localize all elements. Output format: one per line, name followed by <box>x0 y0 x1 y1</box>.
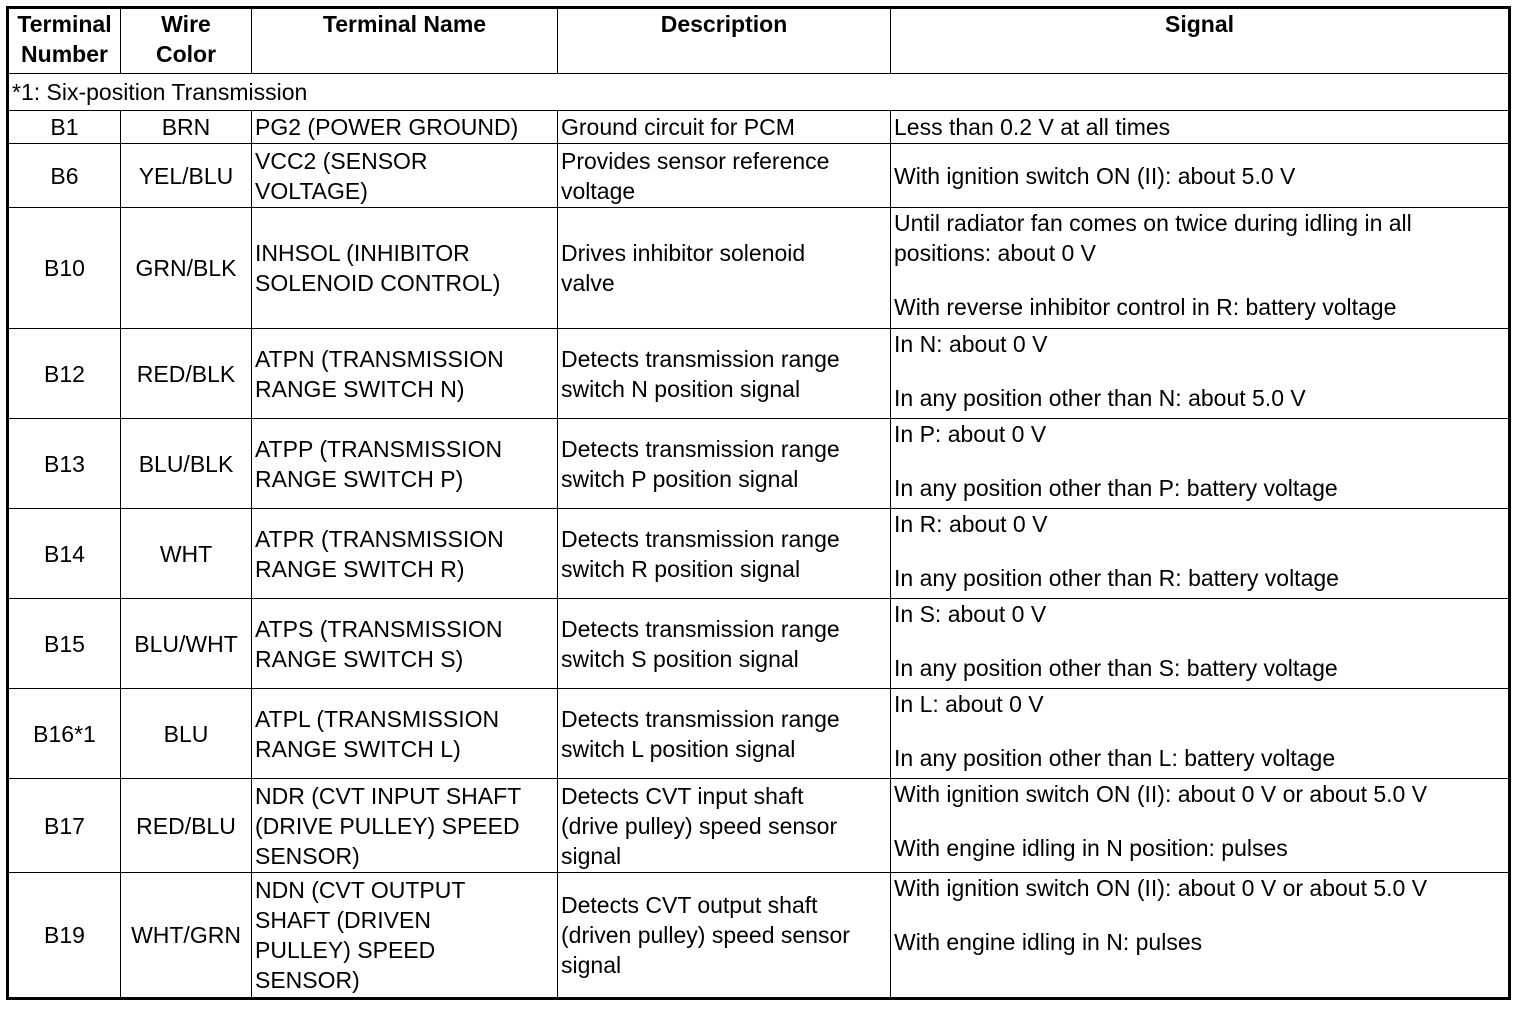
text-line: In N: about 0 V <box>894 331 1048 357</box>
description-cell <box>558 144 891 208</box>
text-line: Detects transmission range <box>561 435 840 462</box>
description-cell <box>558 208 891 329</box>
wire-color-cell: RED/BLU <box>121 779 252 873</box>
signal-cell <box>891 111 1510 144</box>
description-cell <box>558 689 891 779</box>
text-line: VCC2 (SENSOR <box>255 147 428 174</box>
text-line: NDR (CVT INPUT SHAFT <box>255 782 522 809</box>
table-row <box>8 873 1510 999</box>
text-line: Less than 0.2 V at all times <box>894 114 1171 140</box>
text-line: Detects transmission range <box>561 345 840 372</box>
header-terminal-name: Terminal Name <box>252 8 558 74</box>
table-row <box>8 144 1510 208</box>
signal-cell <box>891 779 1510 873</box>
header-wire-color: Wire Color <box>121 8 252 74</box>
signal-cell <box>891 144 1510 208</box>
signal-cell <box>891 329 1510 419</box>
text-line: With reverse inhibitor control in R: battery voltage <box>894 294 1397 320</box>
text-line: In any position other than L: battery voltage <box>894 745 1336 771</box>
wire-color-cell: BLU/BLK <box>121 419 252 509</box>
text-line: RANGE SWITCH L) <box>255 735 461 762</box>
text-line: switch N position signal <box>561 375 801 402</box>
text-line: SENSOR) <box>255 967 360 993</box>
table-row <box>8 599 1510 689</box>
header-signal: Signal <box>891 8 1510 74</box>
terminal-number-cell: B10 <box>8 208 121 329</box>
header-terminal-number: Terminal Number <box>8 8 121 74</box>
text-line: Detects transmission range <box>561 705 840 732</box>
paragraph-gap <box>894 629 1505 653</box>
terminal-number-cell: B6 <box>8 144 121 208</box>
terminal-name-cell <box>252 873 558 999</box>
text-line: In R: about 0 V <box>894 511 1048 537</box>
text-line: Provides sensor reference <box>561 147 830 174</box>
text-line: voltage <box>561 177 636 204</box>
text-line: ATPR (TRANSMISSION <box>255 525 504 552</box>
text-line: With engine idling in N: pulses <box>894 929 1203 955</box>
description-cell <box>558 599 891 689</box>
wire-color-cell: WHT <box>121 509 252 599</box>
terminal-number-cell: B14 <box>8 509 121 599</box>
text-line: With ignition switch ON (II): about 0 V or about 5.0 V <box>894 875 1428 901</box>
text-line: In P: about 0 V <box>894 421 1047 447</box>
paragraph-gap <box>894 539 1505 563</box>
signal-cell <box>891 509 1510 599</box>
text-line: switch R position signal <box>561 555 801 582</box>
text-line: INHSOL (INHIBITOR <box>255 240 470 266</box>
wire-color-cell: BLU <box>121 689 252 779</box>
text-line: RANGE SWITCH P) <box>255 465 464 492</box>
table-row <box>8 779 1510 873</box>
description-cell <box>558 329 891 419</box>
text-line: Detects transmission range <box>561 615 840 642</box>
note-row <box>8 74 1510 111</box>
text-line: In any position other than N: about 5.0 V <box>894 385 1306 411</box>
terminal-name-cell <box>252 144 558 208</box>
paragraph-gap <box>894 903 1505 927</box>
table-row <box>8 419 1510 509</box>
terminal-name-cell <box>252 329 558 419</box>
text-line: ATPS (TRANSMISSION <box>255 615 503 642</box>
terminal-number-cell: B15 <box>8 599 121 689</box>
text-line: switch L position signal <box>561 735 796 762</box>
text-line: signal <box>561 952 622 978</box>
text-line: Ground circuit for PCM <box>561 114 795 140</box>
terminal-number-cell: B13 <box>8 419 121 509</box>
text-line: SENSOR) <box>255 842 360 869</box>
text-line: VOLTAGE) <box>255 177 368 204</box>
table-row <box>8 329 1510 419</box>
text-line: Until radiator fan comes on twice during idling in all <box>894 210 1412 236</box>
paragraph-gap <box>894 809 1505 833</box>
table-row <box>8 111 1510 144</box>
text-line: In L: about 0 V <box>894 691 1044 717</box>
text-line: Detects CVT input shaft <box>561 782 804 809</box>
terminal-name-cell <box>252 111 558 144</box>
text-line: (drive pulley) speed sensor <box>561 812 838 839</box>
text-line: ATPP (TRANSMISSION <box>255 435 503 462</box>
transmission-note: *1: Six-position Transmission <box>8 74 1510 111</box>
text-line: ATPL (TRANSMISSION <box>255 705 500 732</box>
table-row <box>8 208 1510 329</box>
terminal-name-cell <box>252 599 558 689</box>
terminal-number-cell: B17 <box>8 779 121 873</box>
text-line: positions: about 0 V <box>894 240 1097 266</box>
terminal-table-wrapper <box>6 6 1511 1000</box>
terminal-number-cell: B16*1 <box>8 689 121 779</box>
text-line: switch S position signal <box>561 645 799 672</box>
signal-cell <box>891 419 1510 509</box>
text-line: With ignition switch ON (II): about 0 V or about 5.0 V <box>894 781 1428 807</box>
text-line: RANGE SWITCH R) <box>255 555 465 582</box>
text-line: (DRIVE PULLEY) SPEED <box>255 812 520 839</box>
paragraph-gap <box>894 449 1505 473</box>
text-line: SOLENOID CONTROL) <box>255 270 501 296</box>
description-cell <box>558 779 891 873</box>
signal-cell <box>891 689 1510 779</box>
terminal-name-cell <box>252 689 558 779</box>
terminal-number-cell: B1 <box>8 111 121 144</box>
terminal-name-cell <box>252 208 558 329</box>
header-description: Description <box>558 8 891 74</box>
text-line: In any position other than P: battery voltage <box>894 475 1338 501</box>
description-cell <box>558 111 891 144</box>
terminal-table <box>6 6 1511 1000</box>
text-line: PG2 (POWER GROUND) <box>255 114 519 140</box>
wire-color-cell: YEL/BLU <box>121 144 252 208</box>
header-row <box>8 8 1510 74</box>
text-line: NDN (CVT OUTPUT <box>255 877 466 903</box>
table-row <box>8 689 1510 779</box>
signal-cell <box>891 873 1510 999</box>
terminal-name-cell <box>252 509 558 599</box>
wire-color-cell: BRN <box>121 111 252 144</box>
text-line: PULLEY) SPEED <box>255 937 436 963</box>
text-line: SHAFT (DRIVEN <box>255 907 431 933</box>
text-line: In any position other than R: battery voltage <box>894 565 1339 591</box>
paragraph-gap <box>894 359 1505 383</box>
paragraph-gap <box>894 268 1505 292</box>
wire-color-cell: BLU/WHT <box>121 599 252 689</box>
text-line: Detects CVT output shaft <box>561 892 818 918</box>
text-line: With ignition switch ON (II): about 5.0 V <box>894 162 1296 189</box>
description-cell <box>558 509 891 599</box>
text-line: valve <box>561 270 615 296</box>
text-line: With engine idling in N position: pulses <box>894 835 1288 861</box>
text-line: In S: about 0 V <box>894 601 1047 627</box>
description-cell <box>558 873 891 999</box>
terminal-number-cell: B19 <box>8 873 121 999</box>
description-cell <box>558 419 891 509</box>
wire-color-cell: RED/BLK <box>121 329 252 419</box>
text-line: ATPN (TRANSMISSION <box>255 345 504 372</box>
table-row <box>8 509 1510 599</box>
text-line: (driven pulley) speed sensor <box>561 922 850 948</box>
text-line: switch P position signal <box>561 465 799 492</box>
signal-cell <box>891 208 1510 329</box>
text-line: RANGE SWITCH N) <box>255 375 465 402</box>
terminal-name-cell <box>252 419 558 509</box>
terminal-name-cell <box>252 779 558 873</box>
paragraph-gap <box>894 719 1505 743</box>
signal-cell <box>891 599 1510 689</box>
text-line: In any position other than S: battery voltage <box>894 655 1338 681</box>
wire-color-cell: WHT/GRN <box>121 873 252 999</box>
wire-color-cell: GRN/BLK <box>121 208 252 329</box>
text-line: Detects transmission range <box>561 525 840 552</box>
text-line: signal <box>561 842 622 869</box>
terminal-number-cell: B12 <box>8 329 121 419</box>
text-line: Drives inhibitor solenoid <box>561 240 806 266</box>
text-line: RANGE SWITCH S) <box>255 645 464 672</box>
